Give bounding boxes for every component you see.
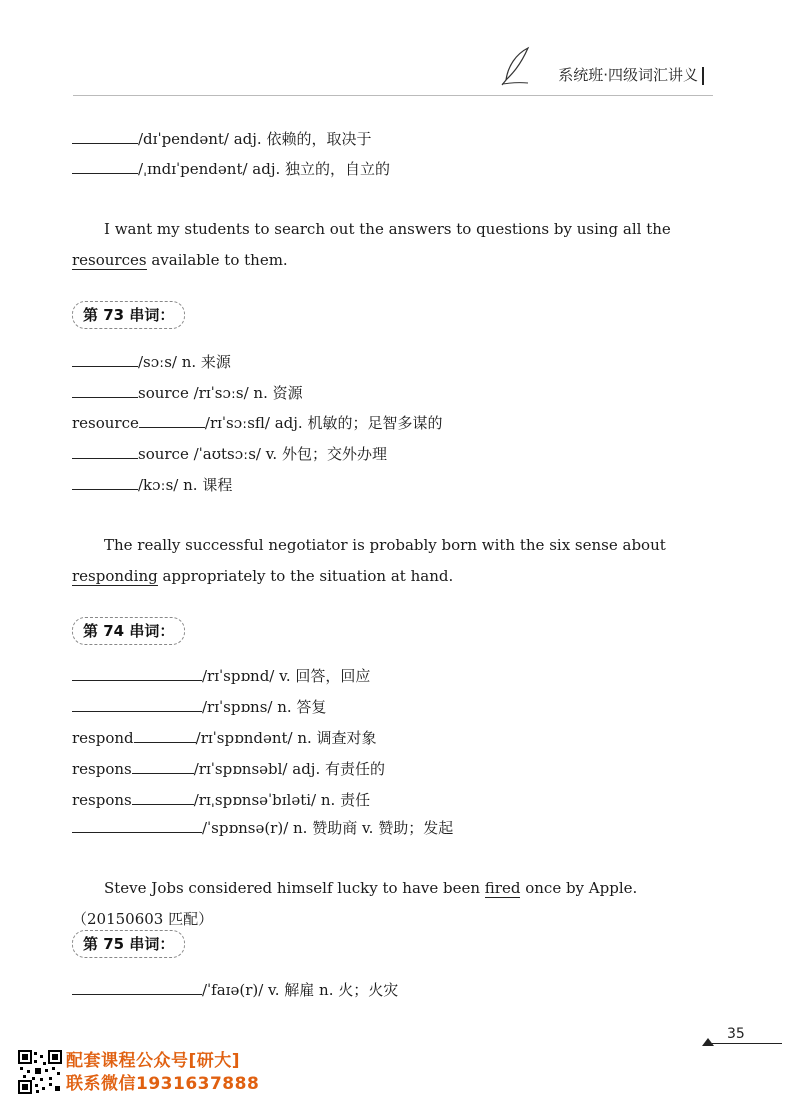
word-line: source /rɪˈsɔːs/ n. 资源: [72, 383, 303, 403]
header-title: 系统班·四级词汇讲义: [558, 64, 704, 85]
key-word: fired: [484, 879, 521, 897]
example-sentence: Steve Jobs considered himself lucky to have been fired once by Apple.（20150603 匹配）: [72, 879, 638, 928]
word-line: /ˌɪndɪˈpendənt/ adj. 独立的，自立的: [72, 159, 390, 179]
word-line: /ˈfaɪə(r)/ v. 解雇 n. 火；火灾: [72, 980, 398, 1000]
word-line: /kɔːs/ n. 课程: [72, 475, 232, 495]
word-line: respons /rɪˌspɒnsəˈbɪləti/ n. 责任: [72, 791, 371, 809]
qr-code-icon: [18, 1050, 62, 1094]
key-word: responding: [72, 567, 158, 585]
group-label: 第 74 串词：: [72, 617, 185, 645]
example-sentence: I want my students to search out the answers to questions by using all the resources available to them.: [72, 220, 671, 269]
example-sentence: The really successful negotiator is probably born with the six sense about responding appropriately to the situation at hand.: [72, 536, 666, 585]
word-line: /dɪˈpendənt/ adj. 依赖的，取决于: [72, 129, 371, 149]
watermark-line: 配套课程公众号[研大]: [66, 1051, 241, 1071]
word-line: respond /rɪˈspɒndənt/ n. 调查对象: [72, 729, 377, 747]
feather-icon: [498, 46, 534, 86]
word-line: resource /rɪˈsɔːsfl/ adj. 机敏的；足智多谋的: [72, 414, 443, 432]
page-number: 35: [727, 1026, 745, 1042]
word-line: respons /rɪˈspɒnsəbl/ adj. 有责任的: [72, 760, 385, 778]
word-line: /ˈspɒnsə(r)/ n. 赞助商 v. 赞助；发起: [72, 818, 453, 838]
word-line: /rɪˈspɒns/ n. 答复: [72, 697, 326, 717]
group-label: 第 73 串词：: [72, 301, 185, 329]
page-marker-icon: [702, 1038, 714, 1046]
word-line: source /ˈaʊtsɔːs/ v. 外包；交外办理: [72, 444, 387, 464]
word-line: /rɪˈspɒnd/ v. 回答，回应: [72, 666, 370, 686]
key-word: resources: [72, 251, 147, 269]
watermark-line: 联系微信1931637888: [66, 1074, 260, 1094]
group-label: 第 75 串词：: [72, 930, 185, 958]
footer-rule: [712, 1043, 782, 1044]
header-rule: [73, 95, 713, 96]
word-line: /sɔːs/ n. 来源: [72, 352, 231, 372]
